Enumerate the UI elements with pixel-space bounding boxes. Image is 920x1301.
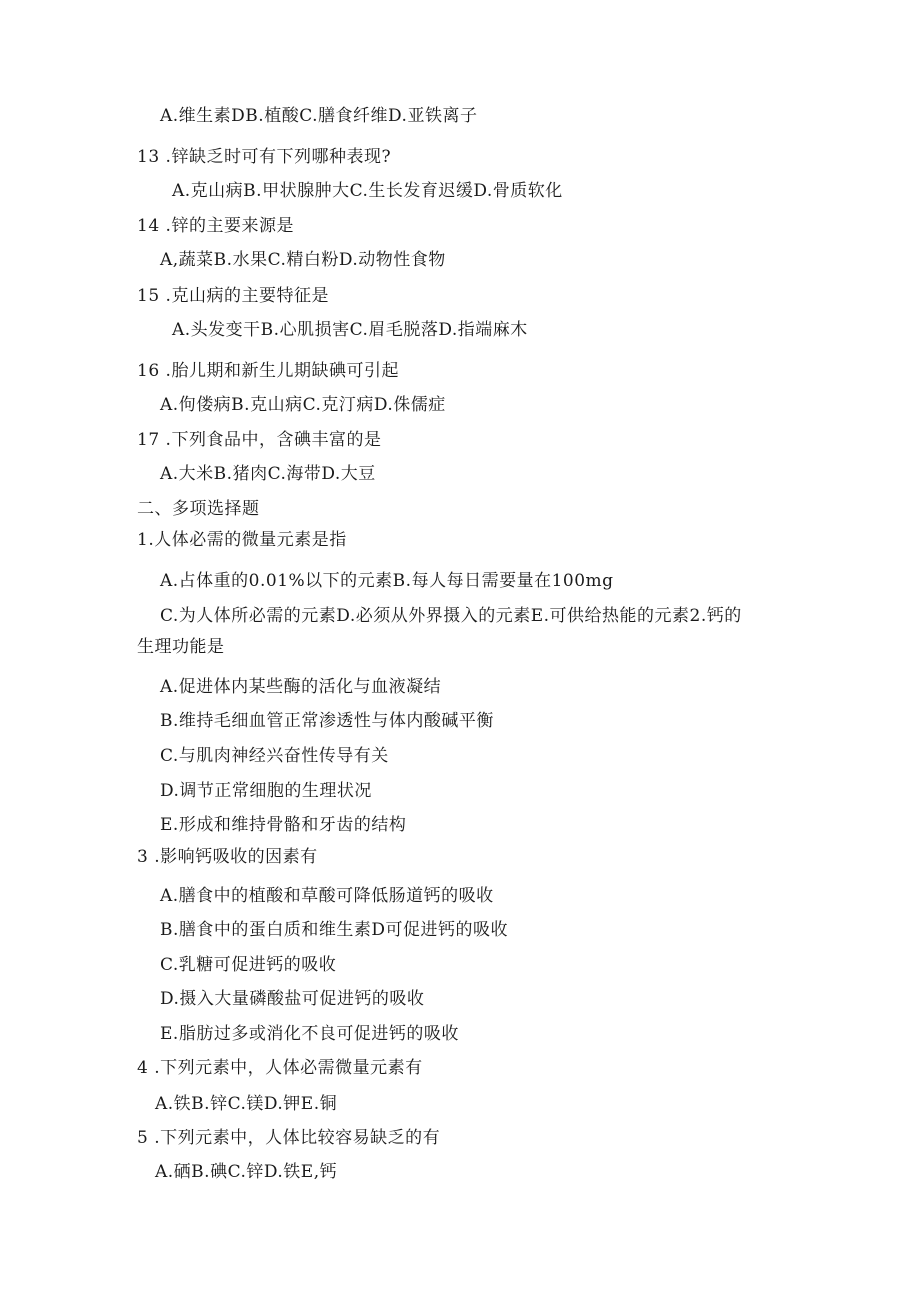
mq3-stem: 3 .影响钙吸收的因素有 [137, 847, 318, 867]
mq2-option-a: A.促进体内某些酶的活化与血液凝结 [160, 677, 442, 697]
q13-options: A.克山病B.甲状腺肿大C.生长发育迟缓D.骨质软化 [172, 181, 563, 201]
section-heading: 二、多项选择题 [137, 499, 260, 519]
q14-stem: 14 .锌的主要来源是 [137, 216, 294, 236]
q15-stem: 15 .克山病的主要特征是 [137, 286, 329, 306]
q17-stem: 17 .下列食品中，含碘丰富的是 [137, 430, 382, 450]
q17-options: A.大米B.猪肉C.海带D.大豆 [160, 464, 376, 484]
mq4-options: A.铁B.锌C.镁D.钾E.铜 [155, 1094, 338, 1114]
mq2-option-b: B.维持毛细血管正常渗透性与体内酸碱平衡 [160, 711, 494, 731]
mq1-stem: 1.人体必需的微量元素是指 [137, 530, 347, 550]
mq3-option-c: C.乳糖可促进钙的吸收 [160, 955, 337, 975]
mq2-stem-continued: 生理功能是 [137, 637, 225, 657]
mq5-stem: 5 .下列元素中，人体比较容易缺乏的有 [137, 1128, 441, 1148]
mq4-stem: 4 .下列元素中，人体必需微量元素有 [137, 1058, 423, 1078]
q15-options: A.头发变干B.心肌损害C.眉毛脱落D.指端麻木 [172, 320, 528, 340]
mq3-option-d: D.摄入大量磷酸盐可促进钙的吸收 [160, 989, 425, 1009]
q14-options: A,蔬菜B.水果C.精白粉D.动物性食物 [160, 250, 446, 270]
q12-options: A.维生素DB.植酸C.膳食纤维D.亚铁离子 [160, 106, 478, 126]
mq3-option-b: B.膳食中的蛋白质和维生素D可促进钙的吸收 [160, 920, 509, 940]
q16-stem: 16 .胎儿期和新生儿期缺碘可引起 [137, 361, 399, 381]
mq2-option-d: D.调节正常细胞的生理状况 [160, 781, 372, 801]
mq1-options-line2: C.为人体所必需的元素D.必须从外界摄入的元素E.可供给热能的元素2.钙的 [160, 606, 742, 626]
mq1-options-line1: A.占体重的0.01%以下的元素B.每人每日需要量在100mg [160, 571, 614, 591]
q13-stem: 13 .锌缺乏时可有下列哪种表现? [137, 147, 392, 167]
mq5-options: A.硒B.碘C.锌D.铁E,钙 [155, 1162, 338, 1182]
mq3-option-a: A.膳食中的植酸和草酸可降低肠道钙的吸收 [160, 886, 494, 906]
mq3-option-e: E.脂肪过多或消化不良可促进钙的吸收 [160, 1024, 459, 1044]
q16-options: A.佝偻病B.克山病C.克汀病D.侏儒症 [160, 395, 446, 415]
mq2-option-e: E.形成和维持骨骼和牙齿的结构 [160, 815, 407, 835]
mq2-option-c: C.与肌肉神经兴奋性传导有关 [160, 746, 389, 766]
